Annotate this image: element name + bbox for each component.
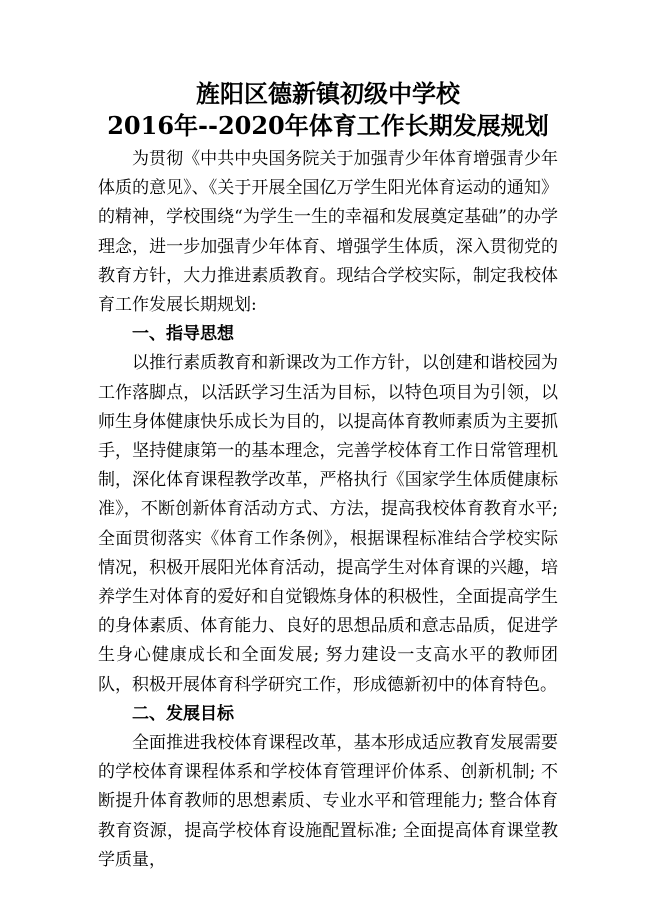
section-heading-guiding-ideology: 一、指导思想 <box>132 324 234 345</box>
section-body-guiding-ideology: 以推行素质教育和新课改为工作方针，以创建和谐校园为工作落脚点，以活跃学习生活为目标，以特色项目为引领，以师生身体健康快乐成长为目的，以提高体育教师素质为主要抓手，坚持健康第一的基本理念，完善学校体育工作日常管理机制，深化体育课程教学改革，严格执行《国家学生体质健康标准》，不断创新体育活动方式、方法，提高我校体育教育水平; 全面贯彻落实《体育工作条例》，根据课程标准结合学校实际情况，积极开展阳光体育活动，提高学生对体育课的兴趣，培养学生对体育的爱好和自觉锻炼身体的积极性，全面提高学生的身体素质、体育能力、良好的思想品质和意志品质，促进学生身心健康成长和全面发展; 努力建设一支高水平的教师团队，积极开展体育科学研究工作，形成德新初中的体育特色。 <box>98 353 558 695</box>
document-title-line2: 2016年--2020年体育工作长期发展规划 <box>107 111 549 140</box>
document-title-line1: 旌阳区德新镇初级中学校 <box>196 79 460 108</box>
document-body <box>98 145 558 875</box>
intro-paragraph: 为贯彻《中共中央国务院关于加强青少年体育增强青少年体质的意见》、《关于开展全国亿万学生阳光体育运动的通知》的精神，学校围绕“为学生一生的幸福和发展奠定基础”的办学理念，进一步加强青少年体育、增强学生体质，深入贯彻党的教育方针，大力推进素质教育。现结合学校实际，制定我校体育工作发展长期规划: <box>98 149 558 316</box>
section-body-development-goals: 全面推进我校体育课程改革，基本形成适应教育发展需要的学校体育课程体系和学校体育管理评价体系、创新机制; 不断提升体育教师的思想素质、专业水平和管理能力; 整合体育教育资源，提高学校体育设施配置标准; 全面提高体育课堂教学质量， <box>98 733 558 870</box>
document-page <box>98 78 558 875</box>
section-heading-development-goals: 二、发展目标 <box>132 703 234 724</box>
